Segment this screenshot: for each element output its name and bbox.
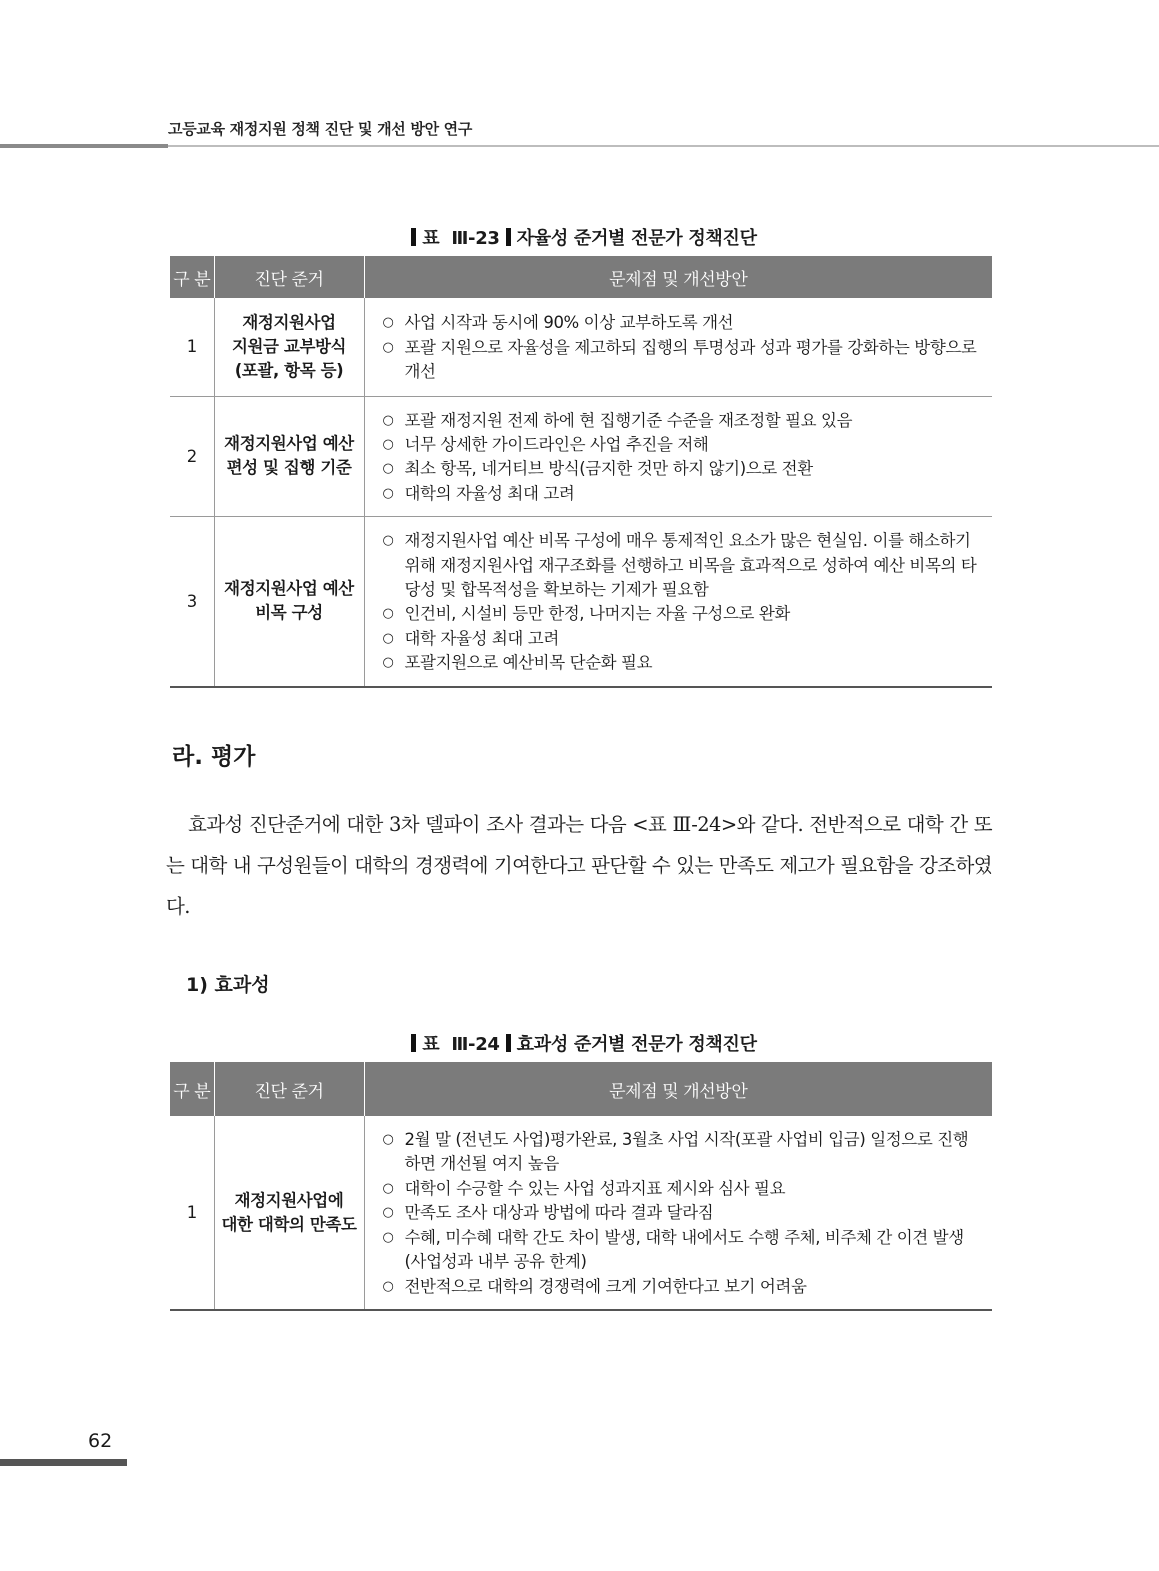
list-item: ○ 포괄 재정지원 전제 하에 현 집행기준 수준을 재조정할 필요 있음: [383, 409, 979, 433]
list-item: ○ 인건비, 시설비 등만 한정, 나머지는 자율 구성으로 완화: [383, 602, 979, 626]
table-23-caption-number: Ⅲ-23: [451, 228, 500, 249]
row-number: 2: [170, 396, 214, 517]
criterion-line: 지원금 교부방식: [231, 336, 347, 356]
criterion-line: 재정지원사업에: [234, 1190, 344, 1210]
row-issues: [364, 298, 992, 396]
list-item: ○ 대학의 자율성 최대 고려: [383, 482, 979, 506]
footer-rule: [0, 1459, 127, 1466]
table-header-row: [170, 1062, 992, 1116]
header-issues: 문제점 및 개선방안: [364, 1062, 992, 1116]
criterion-line: 재정지원사업 예산: [224, 434, 354, 454]
criterion-line: 재정지원사업 예산: [224, 579, 354, 599]
header-category: 구 분: [170, 256, 214, 298]
table-24-caption-number: Ⅲ-24: [451, 1034, 500, 1055]
criterion-line: 비목 구성: [255, 603, 323, 623]
table-row: [170, 396, 992, 517]
table-header-row: [170, 256, 992, 298]
table-24-caption-title: 효과성 준거별 전문가 정책진단: [516, 1034, 757, 1055]
table-row: [170, 1116, 992, 1310]
criterion-line: 재정지원사업: [242, 312, 336, 332]
criterion-line: 대한 대학의 만족도: [221, 1214, 357, 1234]
list-item: ○ 전반적으로 대학의 경쟁력에 크게 기여한다고 보기 어려움: [383, 1275, 979, 1299]
list-item: ○ 포괄 지원으로 자율성을 제고하되 집행의 투명성과 성과 평가를 강화하는 방향으로 개선: [383, 336, 979, 385]
header-issues: 문제점 및 개선방안: [364, 256, 992, 298]
row-criterion: [214, 396, 364, 517]
table-23-caption: [170, 224, 992, 250]
table-row: [170, 517, 992, 687]
caption-bar-right: [506, 228, 511, 246]
running-header: 고등교육 재정지원 정책 진단 및 개선 방안 연구: [168, 120, 473, 138]
row-criterion: [214, 1116, 364, 1310]
header-rule: [168, 145, 1159, 147]
body-paragraph: 효과성 진단준거에 대한 3차 델파이 조사 결과는 다음 <표 Ⅲ-24>와 같다. 전반적으로 대학 간 또는 대학 내 구성원들이 대학의 경쟁력에 기여한다고 판단할 수 있는 만족도 제고가 필요함을 강조하였다.: [166, 813, 992, 918]
list-item: ○ 포괄지원으로 예산비목 단순화 필요: [383, 651, 979, 675]
row-number: 1: [170, 298, 214, 396]
list-item: ○ 사업 시작과 동시에 90% 이상 교부하도록 개선: [383, 311, 979, 335]
row-number: 1: [170, 1116, 214, 1310]
row-issues: [364, 396, 992, 517]
row-number: 3: [170, 517, 214, 687]
caption-bar-left: [411, 228, 416, 246]
list-item: ○ 재정지원사업 예산 비목 구성에 매우 통제적인 요소가 많은 현실임. 이를 해소하기 위해 재정지원사업 재구조화를 선행하고 비목을 효과적으로 성하여 예산 비목의 타당성 및 합목적성을 확보하는 기제가 필요함: [383, 529, 979, 602]
list-item: ○ 2월 말 (전년도 사업)평가완료, 3월초 사업 시작(포괄 사업비 입금) 일정으로 진행하면 개선될 여지 높음: [383, 1128, 979, 1177]
list-item: ○ 대학이 수긍할 수 있는 사업 성과지표 제시와 심사 필요: [383, 1177, 979, 1201]
sub-heading: 1) 효과성: [186, 974, 270, 996]
list-item: ○ 수혜, 미수혜 대학 간도 차이 발생, 대학 내에서도 수행 주체, 비주체 간 이견 발생(사업성과 내부 공유 한계): [383, 1226, 979, 1275]
criterion-line: (포괄, 항목 등): [234, 360, 344, 380]
row-criterion: [214, 298, 364, 396]
row-criterion: [214, 517, 364, 687]
list-item: ○ 너무 상세한 가이드라인은 사업 추진을 저해: [383, 433, 979, 457]
table-23-caption-label: 표: [422, 228, 440, 249]
table-24-caption: [170, 1030, 992, 1056]
table-24-caption-label: 표: [422, 1034, 440, 1055]
page-number: 62: [88, 1430, 113, 1452]
criterion-line: 편성 및 집행 기준: [226, 458, 352, 478]
list-item: ○ 대학 자율성 최대 고려: [383, 627, 979, 651]
table-23: [170, 256, 992, 688]
list-item: ○ 최소 항목, 네거티브 방식(금지한 것만 하지 않기)으로 전환: [383, 457, 979, 481]
list-item: ○ 만족도 조사 대상과 방법에 따라 결과 달라짐: [383, 1201, 979, 1225]
table-24: [170, 1062, 992, 1311]
row-issues: [364, 517, 992, 687]
table-23-caption-title: 자율성 준거별 전문가 정책진단: [516, 228, 757, 249]
section-heading: 라. 평가: [172, 744, 256, 770]
row-issues: [364, 1116, 992, 1310]
caption-bar-right: [506, 1034, 511, 1052]
header-category: 구 분: [170, 1062, 214, 1116]
caption-bar-left: [411, 1034, 416, 1052]
header-criterion: 진단 준거: [214, 1062, 364, 1116]
header-criterion: 진단 준거: [214, 256, 364, 298]
table-row: [170, 298, 992, 396]
header-rule-accent: [0, 144, 168, 148]
